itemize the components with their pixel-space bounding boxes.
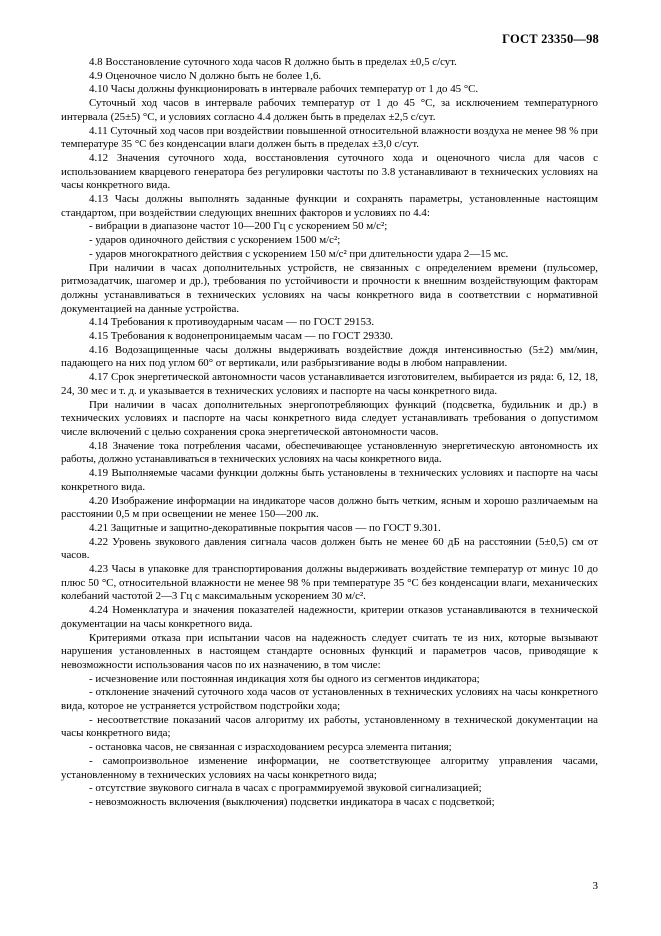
paragraph-4-13-cont: При наличии в часах дополнительных устройств, не связанных с определением времени (пульсомер, ритмозадатчик, шагомер и др.), требования по устойчивости и прочности к внешним воздействующим факторам должны устанавливаться в технических условиях на часы конкретного вида в соответствии с нормативной документацией на данные устройства. [61,261,598,315]
list-item-rate-deviation: - отклонение значений суточного хода часов от установленных в технических условиях на часы конкретного вида, которое не устраняется устройством подстройки хода; [61,686,598,713]
page-number: 3 [592,880,598,892]
paragraph-4-16: 4.16 Водозащищенные часы должны выдерживать воздействие дождя интенсивностью (5±2) мм/мин, падающего на них под углом 60° от вертикали, или разбрызгивание воды в любом направлении. [61,343,598,370]
list-item-backlight-failure: - невозможность включения (выключения) подсветки индикатора в часах с подсветкой; [89,795,495,808]
paragraph-4-14: 4.14 Требования к противоударным часам — по ГОСТ 29153. [89,316,375,329]
paragraph-4-22: 4.22 Уровень звукового давления сигнала часов должен быть не менее 60 дБ на расстоянии (5±0,5) см от часов. [61,535,598,562]
list-item-multiple-shock: - ударов многократного действия с ускорением 150 м/с² при длительности удара 2—15 мс. [89,247,509,260]
paragraph-4-13: 4.13 Часы должны выполнять заданные функции и сохранять параметры, установленные настоящим стандартом, при воздействии следующих внешних факторов и условиях по 4.4: [61,193,598,219]
document-body [61,56,598,810]
paragraph-4-21: 4.21 Защитные и защитно-декоративные покрытия часов — по ГОСТ 9.301. [89,521,441,534]
paragraph-4-18: 4.18 Значение тока потребления часами, обеспечивающее установленную энергетическую автономность их работы, должно устанавливаться в технических условиях на часы конкретного вида. [61,439,598,466]
paragraph-4-24: 4.24 Номенклатура и значения показателей надежности, критерии отказов устанавливаются в технической документации на часы конкретного вида. [61,604,598,630]
list-item-watch-stop: - остановка часов, не связанная с израсходованием ресурса элемента питания; [89,741,452,754]
paragraph-4-20: 4.20 Изображение информации на индикаторе часов должно быть четким, ясным и хорошо различаемым на расстоянии 0,5 м при освещении не менее 150—200 лк. [61,494,598,521]
list-item-spontaneous-change: - самопроизвольное изменение информации, не соответствующее алгоритму управления часами, установленному в технических условиях на часы конкретного вида; [61,754,598,781]
paragraph-4-17: 4.17 Срок энергетической автономности часов устанавливается изготовителем, выбирается из ряда: 6, 12, 18, 24, 30 мес и т. д. и указывается в технических условиях и паспорте на часы конкретного вида. [61,371,598,397]
paragraph-4-8: 4.8 Восстановление суточного хода часов R должно быть в пределах ±0,5 с/сут. [89,56,457,68]
list-item-single-shock: - ударов одиночного действия с ускорением 1500 м/с²; [89,234,341,247]
paragraph-4-11: 4.11 Суточный ход часов при воздействии повышенной относительной влажности воздуха не менее 98 % при температуре 35 °С без конденсации влаги должен быть в пределах ±3,0 с/сут. [61,124,598,151]
paragraph-4-23: 4.23 Часы в упаковке для транспортирования должны выдерживать воздействие температур от минус 10 до плюс 50 °С, относительной влажности не менее 98 % при температуре 35 °С без конденсации влаги, механических колебаний частотой 2—3 Гц с максимальным ускорением 30 м/с². [61,563,598,603]
paragraph-4-19: 4.19 Выполняемые часами функции должны быть установлены в технических условиях и паспорте на часы конкретного вида. [61,467,598,493]
list-item-segment-failure: - исчезновение или постоянная индикация хотя бы одного из сегментов индикатора; [89,672,480,685]
paragraph-4-10: 4.10 Часы должны функционировать в интервале рабочих температур от 1 до 45 °С. [89,83,479,96]
paragraph-4-12: 4.12 Значения суточного хода, восстановления суточного хода и оценочного числа для часов с использованием кварцевого генератора без регулировки частоты по 3.8 устанавливают в технических условиях на часы конкретного вида. [61,151,598,192]
paragraph-4-17-cont: При наличии в часах дополнительных энергопотребляющих функций (подсветка, будильник и др.) в технических условиях и паспорте на часы конкретного вида следует устанавливать требования о допустимом числе включений с целью сохранения срока энергетической автономности часов. [61,398,598,438]
list-item-algorithm-mismatch: - несоответствие показаний часов алгоритму их работы, установленному в технической документации на часы конкретного вида; [61,713,598,740]
page-header-standard-number: ГОСТ 23350—98 [502,32,599,46]
paragraph-4-10-cont: Суточный ход часов в интервале рабочих температур от 1 до 45 °С, за исключением температурного интервала (25±5) °С, и условиях согласно 4.4 должен быть в пределах ±2,5 с/сут. [61,97,598,123]
list-item-no-sound-signal: - отсутствие звукового сигнала в часах с программируемой звуковой сигнализацией; [89,782,482,795]
list-item-vibration: - вибрации в диапазоне частот 10—200 Гц с ускорением 50 м/с²; [89,220,388,233]
paragraph-4-24-cont: Критериями отказа при испытании часов на надежность следует считать те из них, которые вызывают нарушения установленных в настоящем стандарте основных функций и параметров часов, приводящие к невозможности использования часов по их назначению, в том числе: [61,631,598,671]
paragraph-4-15: 4.15 Требования к водонепроницаемым часам — по ГОСТ 29330. [89,330,394,343]
paragraph-4-9: 4.9 Оценочное число N должно быть не более 1,6. [89,69,322,82]
